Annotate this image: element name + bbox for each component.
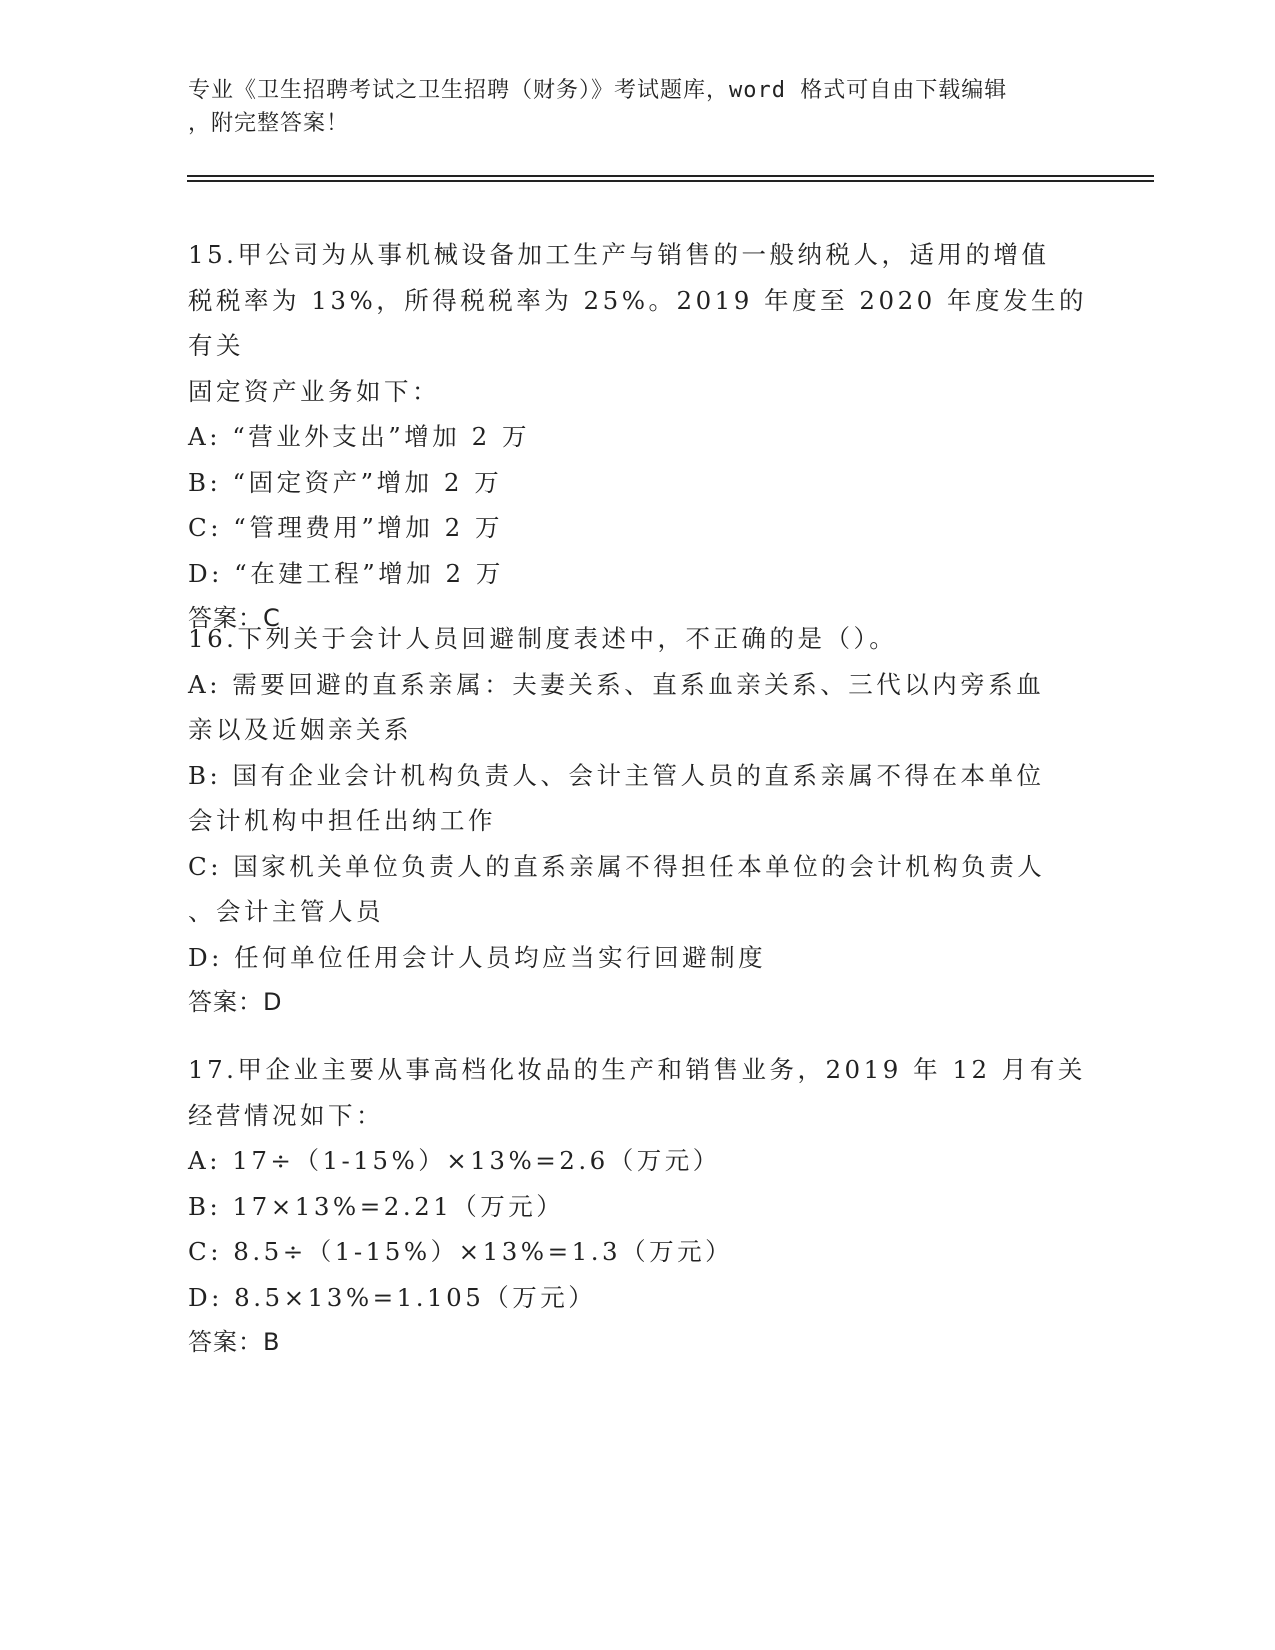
option-d: D: 8.5×13%=1.105（万元） [188,1282,597,1312]
option-b: B: 17×13%=2.21（万元） [188,1191,565,1221]
option-c: C: “管理费用”增加 2 万 [188,513,504,542]
question-16 [188,616,1088,1026]
question-17 [188,1047,1088,1366]
header-line-1: 专业《卫生招聘考试之卫生招聘（财务）》考试题库，word 格式可自由下载编辑 [188,78,1008,103]
option-a: A: 需要回避的直系亲属：夫妻关系、直系血亲关系、三代以内旁系血 [188,669,1045,699]
header-rule-bottom [187,180,1154,182]
question-stem-line: 固定资产业务如下： [188,376,440,406]
question-15 [188,232,1088,642]
question-stem-line: 16.下列关于会计人员回避制度表述中，不正确的是（）。 [188,624,898,653]
question-stem-line: 15.甲公司为从事机械设备加工生产与销售的一般纳税人，适用的增值 [188,240,1050,269]
question-stem-line: 17.甲企业主要从事高档化妆品的生产和销售业务，2019 年 12 月有关 [188,1055,1086,1084]
header-rule-top [187,175,1154,177]
option-c: C: 8.5÷（1-15%）×13%=1.3（万元） [188,1237,734,1266]
document-header [188,74,1068,140]
option-c: C: 国家机关单位负责人的直系亲属不得担任本单位的会计机构负责人 [188,851,1046,881]
header-line-2: ，附完整答案！ [188,111,350,136]
option-d: D: 任何单位任用会计人员均应当实行回避制度 [188,942,767,972]
option-a-continued: 亲以及近姻亲关系 [188,715,412,744]
option-d: D: “在建工程”增加 2 万 [188,558,504,588]
question-stem-line: 税税率为 13%，所得税税率为 25%。2019 年度至 2020 年度发生的有关 [188,285,1088,360]
option-a: A: “营业外支出”增加 2 万 [188,422,530,451]
answer-label: 答案：B [188,1328,281,1356]
option-c-continued: 、会计主管人员 [188,897,384,926]
answer-label: 答案：D [188,988,283,1016]
question-stem-line: 经营情况如下： [188,1100,384,1130]
option-b-continued: 会计机构中担任出纳工作 [188,806,496,835]
option-b: B: 国有企业会计机构负责人、会计主管人员的直系亲属不得在本单位 [188,760,1045,790]
answer-label: 答案：C [188,604,281,632]
option-a: A: 17÷（1-15%）×13%=2.6（万元） [188,1146,721,1175]
option-b: B: “固定资产”增加 2 万 [188,467,503,497]
